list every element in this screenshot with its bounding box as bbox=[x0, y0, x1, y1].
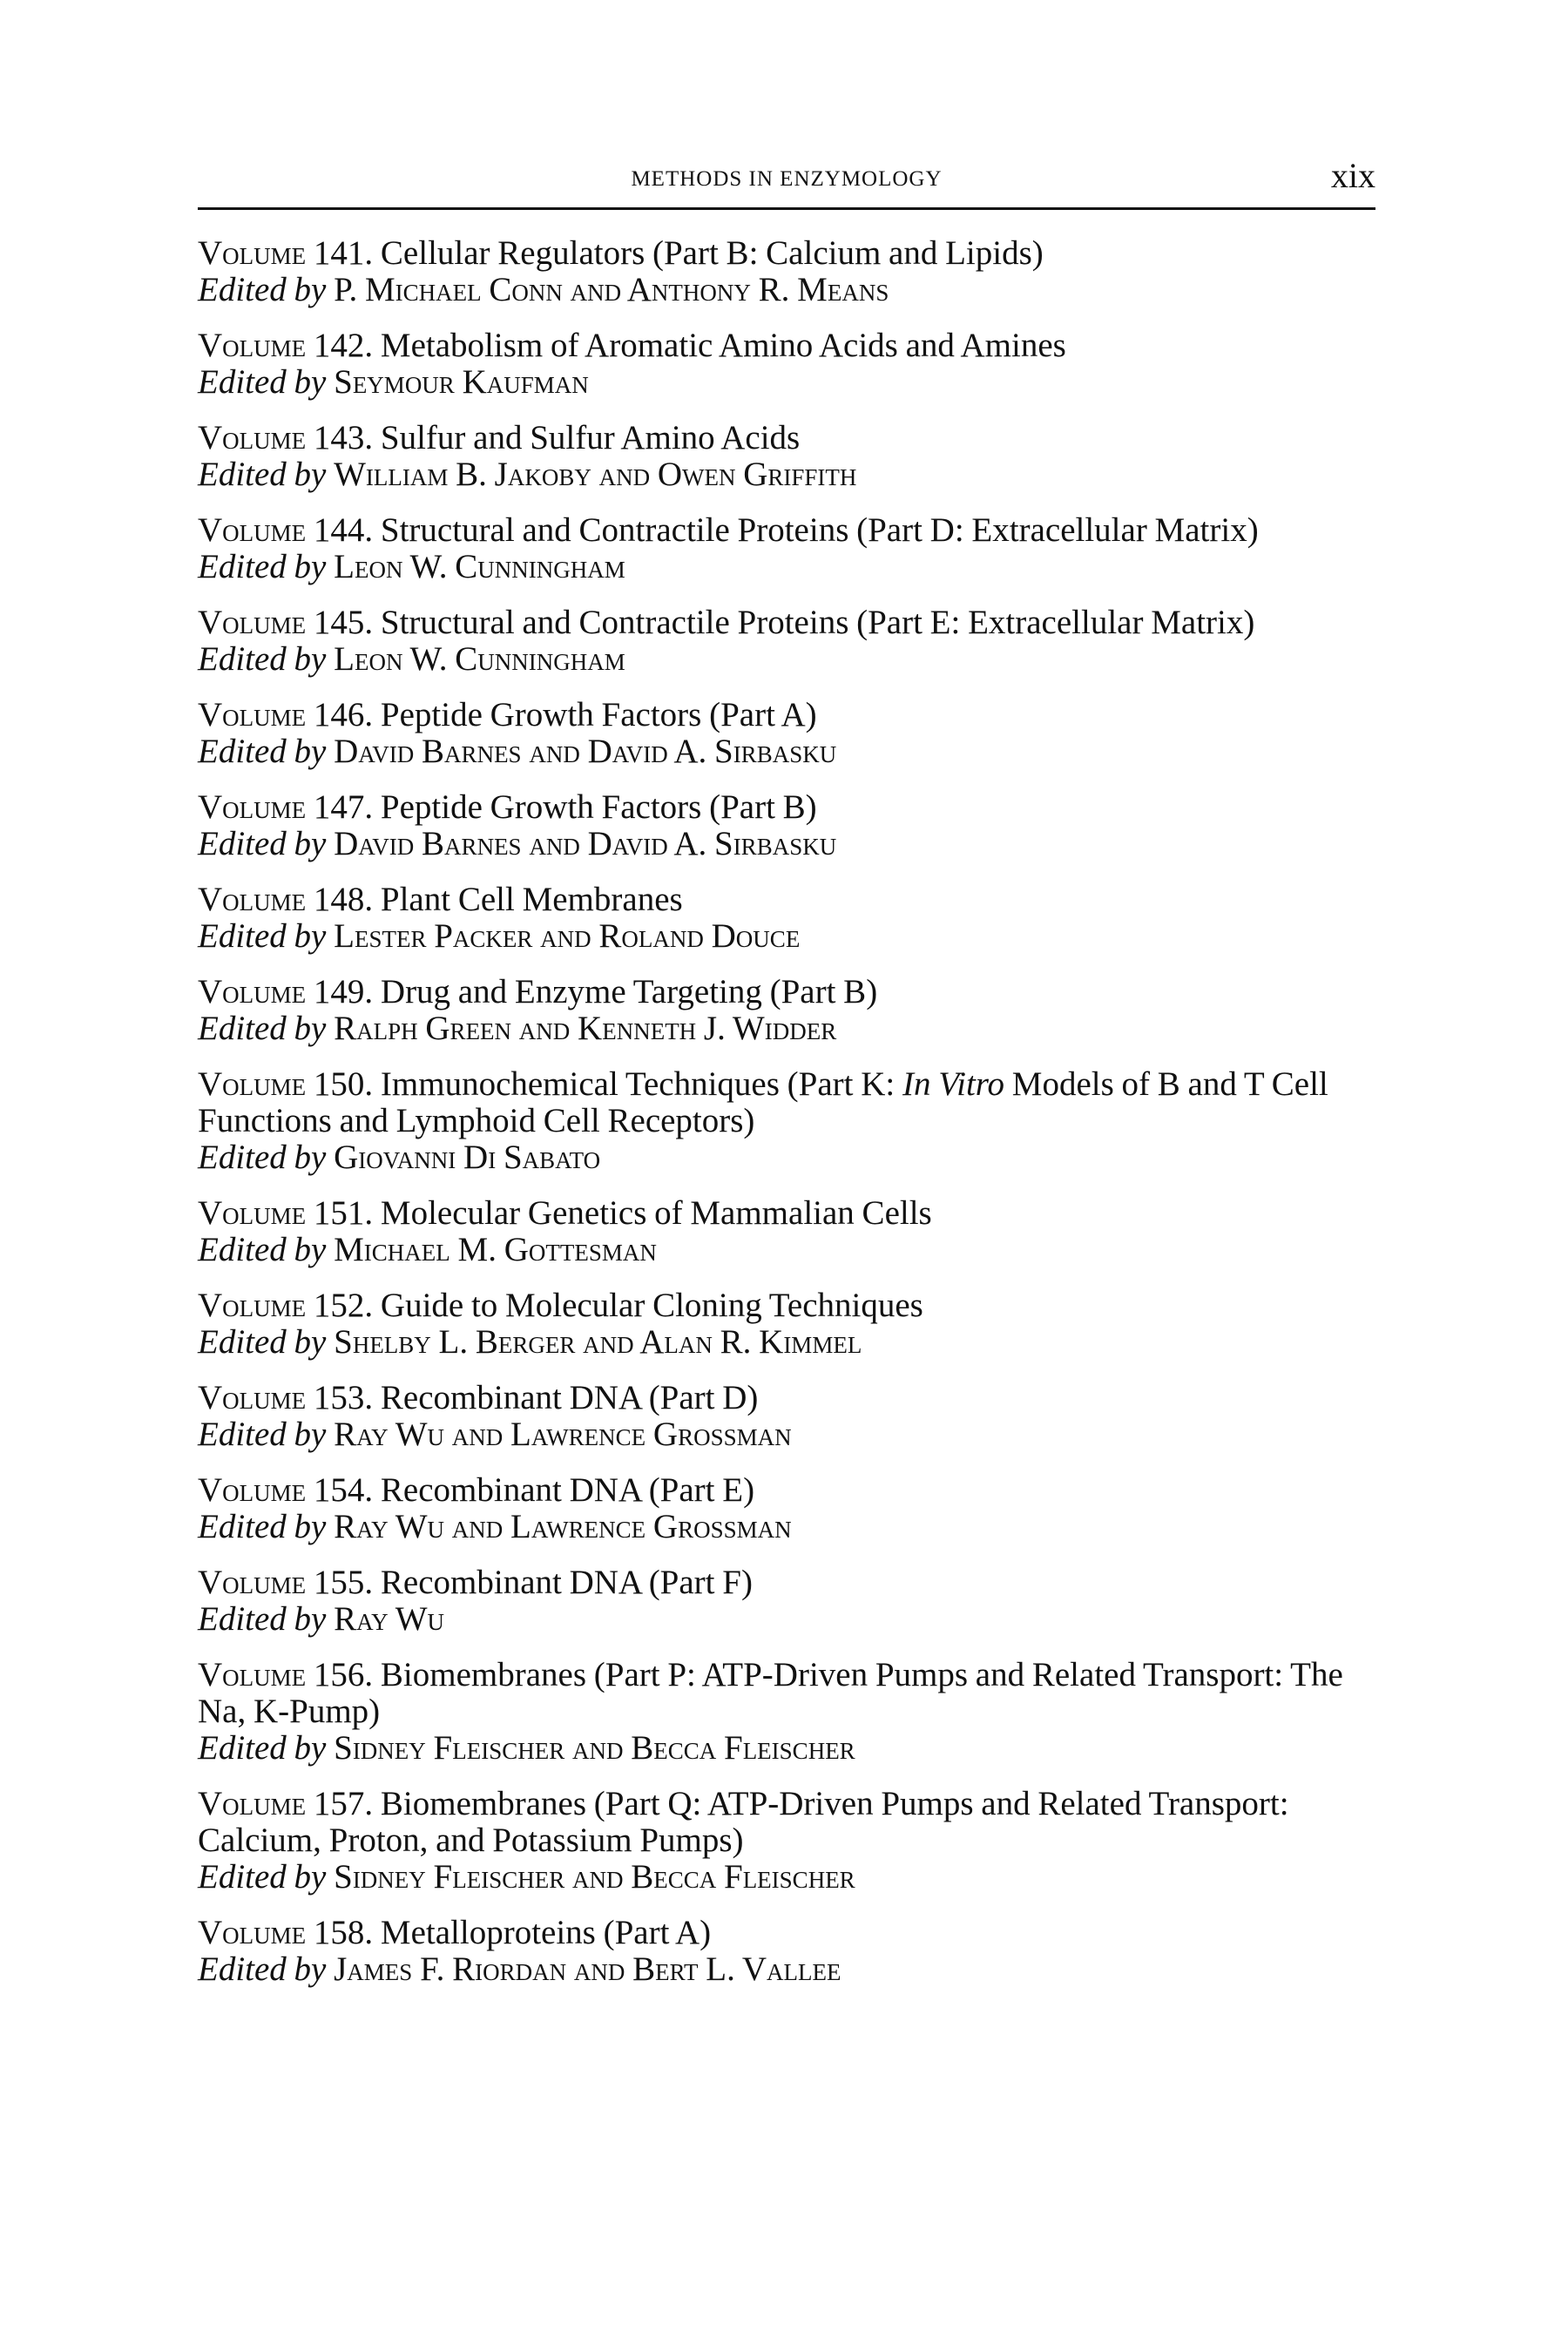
volume-entry: Volume 142. Metabolism of Aromatic Amino Acids and Amines Edited by Seymour Kaufman bbox=[198, 328, 1375, 401]
volume-number: 151 bbox=[313, 1194, 365, 1232]
running-head bbox=[198, 155, 1375, 210]
volume-number: 156 bbox=[313, 1656, 365, 1693]
volume-editors bbox=[198, 1951, 1375, 1988]
edited-by-label: Edited by bbox=[198, 1010, 327, 1047]
volume-editors bbox=[198, 1730, 1375, 1767]
volume-title: Structural and Contractile Proteins (Part E: Extracellular Matrix) bbox=[380, 604, 1255, 641]
volume-number: 150 bbox=[313, 1065, 365, 1103]
volume-editors bbox=[198, 272, 1375, 308]
volume-title: Biomembranes (Part Q: ATP-Driven Pumps and Related Transport: Calcium, Proton, and Potassium Pumps) bbox=[198, 1785, 1289, 1859]
volume-label: Volume bbox=[198, 1065, 307, 1103]
volume-label: Volume bbox=[198, 327, 307, 364]
volume-number: 153 bbox=[313, 1379, 365, 1416]
book-page bbox=[198, 0, 1375, 2352]
volume-entry: Volume 144. Structural and Contractile Proteins (Part D: Extracellular Matrix) Edited by Leon W. Cunningham bbox=[198, 512, 1375, 585]
volume-label: Volume bbox=[198, 1471, 307, 1509]
volume-entry: Volume 153. Recombinant DNA (Part D) Edited by Ray Wu and Lawrence Grossman bbox=[198, 1380, 1375, 1453]
volume-editors bbox=[198, 918, 1375, 955]
edited-by-label: Edited by bbox=[198, 363, 327, 401]
editor-names: Seymour Kaufman bbox=[334, 363, 589, 401]
volume-title-italic: In Vitro bbox=[902, 1065, 1005, 1103]
volume-title: Peptide Growth Factors (Part A) bbox=[380, 696, 817, 733]
volume-title: Guide to Molecular Cloning Techniques bbox=[380, 1287, 923, 1324]
volume-label: Volume bbox=[198, 1194, 307, 1232]
volume-title: Recombinant DNA (Part F) bbox=[380, 1564, 753, 1601]
volume-title: Molecular Genetics of Mammalian Cells bbox=[380, 1194, 932, 1232]
volume-title: Recombinant DNA (Part D) bbox=[380, 1379, 759, 1416]
volume-label: Volume bbox=[198, 1379, 307, 1416]
volume-number: 155 bbox=[313, 1564, 365, 1601]
volume-entry: Volume 157. Biomembranes (Part Q: ATP-Driven Pumps and Related Transport: Calcium, Proton, and Potassium Pumps) Edited by Sidney Fleischer and Becca Fleischer bbox=[198, 1786, 1375, 1896]
volume-number: 144 bbox=[313, 511, 365, 549]
volume-title: Peptide Growth Factors (Part B) bbox=[380, 788, 817, 826]
edited-by-label: Edited by bbox=[198, 1416, 327, 1453]
volume-editors bbox=[198, 1324, 1375, 1361]
volume-label: Volume bbox=[198, 604, 307, 641]
volume-number: 142 bbox=[313, 327, 365, 364]
volume-title: Metalloproteins (Part A) bbox=[380, 1914, 712, 1951]
volume-title-part: Models of B and T Cell Functions and Lymphoid Cell Receptors) bbox=[198, 1065, 1328, 1139]
edited-by-label: Edited by bbox=[198, 1729, 327, 1767]
volume-entry: Volume 156. Biomembranes (Part P: ATP-Driven Pumps and Related Transport: The Na, K-Pump) Edited by Sidney Fleischer and Becca Fleischer bbox=[198, 1657, 1375, 1767]
volume-number: 152 bbox=[313, 1287, 365, 1324]
volume-label: Volume bbox=[198, 1914, 307, 1951]
editor-names: Sidney Fleischer and Becca Fleischer bbox=[334, 1858, 855, 1896]
volume-label: Volume bbox=[198, 1564, 307, 1601]
volume-editors bbox=[198, 1232, 1375, 1268]
volume-editors bbox=[198, 1601, 1375, 1638]
volume-entry: Volume 147. Peptide Growth Factors (Part B) Edited by David Barnes and David A. Sirbasku bbox=[198, 789, 1375, 862]
editor-names: Giovanni Di Sabato bbox=[334, 1139, 601, 1176]
volume-entry: Volume 146. Peptide Growth Factors (Part A) Edited by David Barnes and David A. Sirbasku bbox=[198, 697, 1375, 770]
volume-title: Plant Cell Membranes bbox=[380, 881, 683, 918]
editor-names: Lester Packer and Roland Douce bbox=[334, 917, 801, 955]
edited-by-label: Edited by bbox=[198, 548, 327, 585]
volume-entry: Volume 148. Plant Cell Membranes Edited by Lester Packer and Roland Douce bbox=[198, 882, 1375, 955]
volume-editors bbox=[198, 826, 1375, 862]
volume-label: Volume bbox=[198, 1785, 307, 1822]
volume-list bbox=[198, 235, 1375, 2007]
volume-number: 154 bbox=[313, 1471, 365, 1509]
editor-names: Ralph Green and Kenneth J. Widder bbox=[334, 1010, 837, 1047]
editor-names: Shelby L. Berger and Alan R. Kimmel bbox=[334, 1323, 862, 1361]
volume-label: Volume bbox=[198, 1287, 307, 1324]
edited-by-label: Edited by bbox=[198, 456, 327, 493]
volume-title: Sulfur and Sulfur Amino Acids bbox=[380, 419, 801, 456]
volume-number: 145 bbox=[313, 604, 365, 641]
volume-editors bbox=[198, 1139, 1375, 1176]
volume-editors bbox=[198, 456, 1375, 493]
volume-label: Volume bbox=[198, 511, 307, 549]
edited-by-label: Edited by bbox=[198, 1508, 327, 1545]
volume-entry: Volume 143. Sulfur and Sulfur Amino Acids Edited by William B. Jakoby and Owen Griffith bbox=[198, 420, 1375, 493]
volume-number: 143 bbox=[313, 419, 365, 456]
volume-entry: Volume 155. Recombinant DNA (Part F) Edited by Ray Wu bbox=[198, 1565, 1375, 1638]
volume-label: Volume bbox=[198, 419, 307, 456]
edited-by-label: Edited by bbox=[198, 733, 327, 770]
volume-label: Volume bbox=[198, 881, 307, 918]
edited-by-label: Edited by bbox=[198, 271, 327, 308]
volume-title-part: Immunochemical Techniques (Part K: bbox=[380, 1065, 902, 1103]
volume-title bbox=[198, 1065, 1328, 1139]
edited-by-label: Edited by bbox=[198, 1231, 327, 1268]
edited-by-label: Edited by bbox=[198, 1139, 327, 1176]
volume-label: Volume bbox=[198, 696, 307, 733]
volume-editors bbox=[198, 549, 1375, 585]
volume-entry: Volume 141. Cellular Regulators (Part B: Calcium and Lipids) Edited by P. Michael Conn and Anthony R. Means bbox=[198, 235, 1375, 308]
volume-entry: Volume 145. Structural and Contractile Proteins (Part E: Extracellular Matrix) Edited by Leon W. Cunningham bbox=[198, 605, 1375, 678]
volume-number: 157 bbox=[313, 1785, 365, 1822]
volume-number: 146 bbox=[313, 696, 365, 733]
volume-number: 141 bbox=[313, 234, 365, 272]
volume-title: Structural and Contractile Proteins (Part D: Extracellular Matrix) bbox=[380, 511, 1259, 549]
editor-names: William B. Jakoby and Owen Griffith bbox=[334, 456, 857, 493]
volume-editors bbox=[198, 1509, 1375, 1545]
edited-by-label: Edited by bbox=[198, 1950, 327, 1988]
editor-names: Leon W. Cunningham bbox=[334, 640, 625, 678]
editor-names: David Barnes and David A. Sirbasku bbox=[334, 825, 837, 862]
edited-by-label: Edited by bbox=[198, 917, 327, 955]
volume-entry: Volume 151. Molecular Genetics of Mammalian Cells Edited by Michael M. Gottesman bbox=[198, 1195, 1375, 1268]
volume-editors bbox=[198, 1010, 1375, 1047]
volume-entry: Volume 154. Recombinant DNA (Part E) Edited by Ray Wu and Lawrence Grossman bbox=[198, 1472, 1375, 1545]
volume-number: 148 bbox=[313, 881, 365, 918]
editor-names: Ray Wu and Lawrence Grossman bbox=[334, 1416, 792, 1453]
volume-label: Volume bbox=[198, 788, 307, 826]
editor-names: Ray Wu bbox=[334, 1600, 445, 1638]
volume-editors bbox=[198, 364, 1375, 401]
volume-editors bbox=[198, 641, 1375, 678]
editor-names: Sidney Fleischer and Becca Fleischer bbox=[334, 1729, 855, 1767]
volume-label: Volume bbox=[198, 1656, 307, 1693]
volume-label: Volume bbox=[198, 234, 307, 272]
volume-title: Metabolism of Aromatic Amino Acids and Amines bbox=[380, 327, 1066, 364]
volume-entry: Volume 149. Drug and Enzyme Targeting (Part B) Edited by Ralph Green and Kenneth J. Widder bbox=[198, 974, 1375, 1047]
editor-names: Ray Wu and Lawrence Grossman bbox=[334, 1508, 792, 1545]
volume-number: 147 bbox=[313, 788, 365, 826]
volume-number: 158 bbox=[313, 1914, 365, 1951]
running-title: METHODS IN ENZYMOLOGY bbox=[631, 167, 943, 191]
volume-entry: Volume 158. Metalloproteins (Part A) Edited by James F. Riordan and Bert L. Vallee bbox=[198, 1915, 1375, 1988]
volume-title: Cellular Regulators (Part B: Calcium and Lipids) bbox=[380, 234, 1044, 272]
editor-names: David Barnes and David A. Sirbasku bbox=[334, 733, 837, 770]
volume-entry: Volume 152. Guide to Molecular Cloning Techniques Edited by Shelby L. Berger and Alan R. Kimmel bbox=[198, 1288, 1375, 1361]
editor-names: Leon W. Cunningham bbox=[334, 548, 625, 585]
volume-entry: Volume 150. Immunochemical Techniques (Part K: In Vitro Models of B and T Cell Functions and Lymphoid Cell Receptors) Edited by Giovanni Di Sabato bbox=[198, 1066, 1375, 1176]
editor-names: P. Michael Conn and Anthony R. Means bbox=[334, 271, 889, 308]
editor-names: James F. Riordan and Bert L. Vallee bbox=[334, 1950, 841, 1988]
edited-by-label: Edited by bbox=[198, 1600, 327, 1638]
volume-label: Volume bbox=[198, 973, 307, 1010]
editor-names: Michael M. Gottesman bbox=[334, 1231, 657, 1268]
page-number: xix bbox=[1330, 156, 1375, 195]
volume-title: Drug and Enzyme Targeting (Part B) bbox=[380, 973, 878, 1010]
edited-by-label: Edited by bbox=[198, 825, 327, 862]
volume-editors bbox=[198, 733, 1375, 770]
edited-by-label: Edited by bbox=[198, 1323, 327, 1361]
volume-editors bbox=[198, 1416, 1375, 1453]
volume-title: Biomembranes (Part P: ATP-Driven Pumps and Related Transport: The Na, K-Pump) bbox=[198, 1656, 1343, 1730]
edited-by-label: Edited by bbox=[198, 640, 327, 678]
volume-editors bbox=[198, 1859, 1375, 1896]
volume-title: Recombinant DNA (Part E) bbox=[380, 1471, 755, 1509]
edited-by-label: Edited by bbox=[198, 1858, 327, 1896]
volume-number: 149 bbox=[313, 973, 365, 1010]
